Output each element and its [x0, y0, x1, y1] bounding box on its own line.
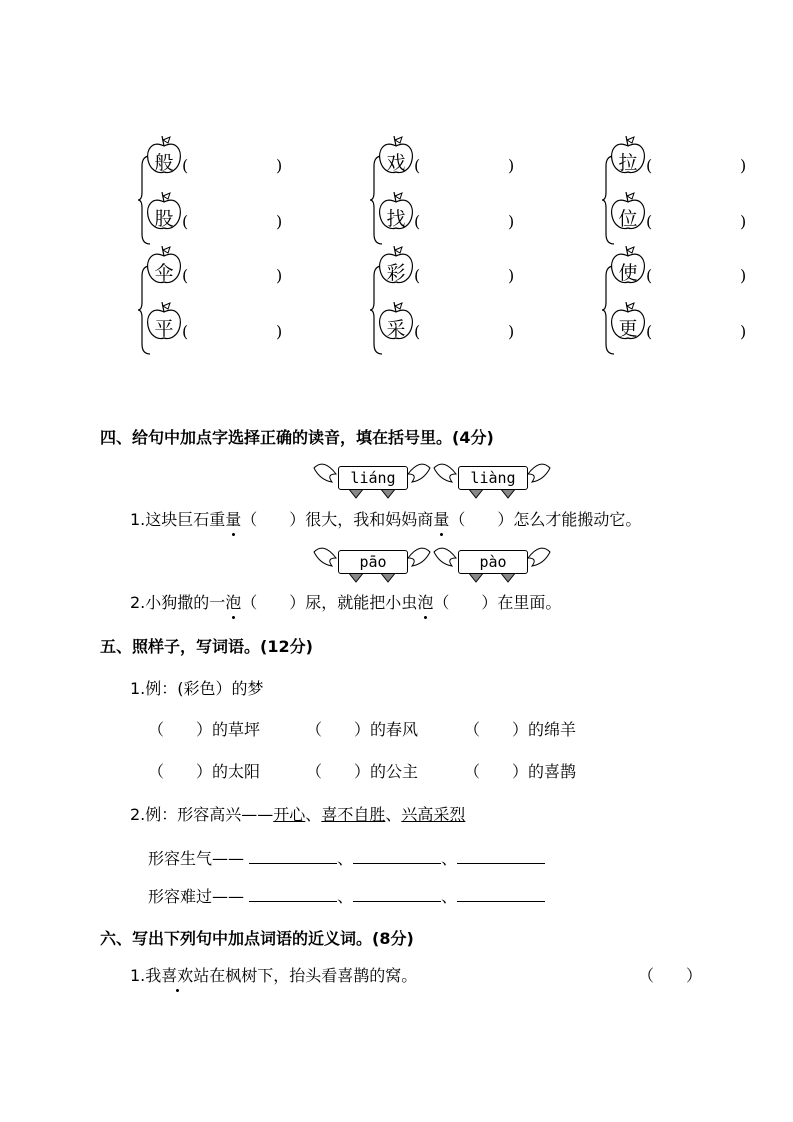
- pinyin-label: liáng: [338, 466, 408, 490]
- paren-close: ): [276, 266, 283, 285]
- paren-close: ): [740, 156, 747, 175]
- character: 彩: [386, 262, 406, 284]
- answer-blank[interactable]: [249, 887, 337, 902]
- question-6-1: 1.我喜欢站在枫树下，抬头看喜鹊的窝。: [130, 963, 417, 986]
- apple-char-top: [610, 136, 646, 176]
- character-pair-group: [146, 246, 386, 356]
- character: 戏: [386, 152, 406, 174]
- paren-open[interactable]: (: [414, 156, 421, 175]
- phrase-blank: （ ）的春风: [306, 720, 419, 739]
- character: 使: [618, 262, 638, 284]
- paren-close: ): [276, 156, 283, 175]
- pinyin-label: pào: [458, 550, 528, 574]
- dotted-char: 泡: [225, 590, 241, 613]
- apple-char-bottom: [610, 192, 646, 232]
- character: 伞: [154, 262, 174, 284]
- dotted-char: 量: [225, 507, 241, 530]
- apple-char-top: [378, 246, 414, 286]
- pinyin-label: liàng: [458, 466, 528, 490]
- answer-blank[interactable]: [457, 887, 545, 902]
- phrase-blank: （ ）的太阳: [148, 762, 261, 781]
- phrase-blank: （ ）的绵羊: [464, 720, 577, 739]
- pinyin-card-pao1: [312, 540, 432, 584]
- paren-close: ): [740, 322, 747, 341]
- answer-blank[interactable]: [457, 849, 545, 864]
- paren-open[interactable]: (: [414, 212, 421, 231]
- dotted-word: 喜欢: [161, 963, 193, 986]
- apple-char-top: [610, 246, 646, 286]
- apple-char-top: [146, 246, 182, 286]
- apple-char-bottom: [378, 192, 414, 232]
- phrase-blank: （ ）的公主: [306, 762, 419, 781]
- dotted-char: 量: [433, 507, 449, 530]
- paren-open[interactable]: (: [646, 322, 653, 341]
- pinyin-card-liang2: [432, 456, 552, 500]
- answer-paren[interactable]: （ ）: [638, 966, 703, 985]
- paren-open[interactable]: (: [646, 266, 653, 285]
- character: 拉: [618, 152, 638, 174]
- section-6-title: 六、写出下列句中加点词语的近义词。(8分): [100, 929, 414, 948]
- paren-close: ): [508, 266, 515, 285]
- example-5-1: 1.例：(彩色）的梦: [130, 679, 264, 698]
- paren-open[interactable]: (: [182, 266, 189, 285]
- dotted-char: 泡: [417, 590, 433, 613]
- paren-close: ): [508, 322, 515, 341]
- question-4-1: 1.这块巨石重量（ ）很大，我和妈妈商量（ ）怎么才能搬动它。: [130, 507, 641, 530]
- phrase-blank: （ ）的草坪: [148, 720, 261, 739]
- character: 平: [154, 318, 174, 340]
- question-4-2: 2.小狗撒的一泡（ ）尿，就能把小虫泡（ ）在里面。: [130, 590, 561, 613]
- apple-char-bottom: [146, 302, 182, 342]
- section-5-title: 五、照样子，写词语。(12分): [100, 637, 313, 656]
- character: 股: [154, 208, 174, 230]
- example-5-2: 2.例：形容高兴——开心、喜不自胜、兴高采烈: [130, 805, 466, 824]
- character-pair-group: [610, 136, 793, 246]
- pinyin-card-liang1: [312, 456, 432, 500]
- phrase-blank: （ ）的喜鹊: [464, 762, 577, 781]
- character: 般: [154, 152, 174, 174]
- example-word: 兴高采烈: [401, 805, 466, 824]
- paren-close: ): [276, 322, 283, 341]
- answer-line-angry: 形容生气—— 、 、: [148, 846, 545, 869]
- character: 找: [386, 208, 406, 230]
- paren-close: ): [276, 212, 283, 231]
- paren-open[interactable]: (: [414, 266, 421, 285]
- answer-blank[interactable]: [353, 849, 441, 864]
- character: 采: [386, 318, 406, 340]
- apple-char-top: [378, 136, 414, 176]
- paren-open[interactable]: (: [646, 156, 653, 175]
- paren-open[interactable]: (: [182, 212, 189, 231]
- pinyin-label: pāo: [338, 550, 408, 574]
- paren-close: ): [508, 156, 515, 175]
- character-pair-group: [378, 136, 618, 246]
- paren-close: ): [740, 212, 747, 231]
- apple-char-bottom: [610, 302, 646, 342]
- paren-open[interactable]: (: [414, 322, 421, 341]
- answer-blank[interactable]: [353, 887, 441, 902]
- answer-line-sad: 形容难过—— 、 、: [148, 884, 545, 907]
- answer-blank[interactable]: [249, 849, 337, 864]
- paren-open[interactable]: (: [182, 322, 189, 341]
- character-pair-group: [146, 136, 386, 246]
- example-word: 喜不自胜: [321, 805, 386, 824]
- character: 位: [618, 208, 638, 230]
- paren-open[interactable]: (: [182, 156, 189, 175]
- section-4-title: 四、给句中加点字选择正确的读音，填在括号里。(4分): [100, 428, 494, 447]
- example-word: 开心: [273, 805, 306, 824]
- paren-close: ): [508, 212, 515, 231]
- apple-char-bottom: [378, 302, 414, 342]
- apple-char-bottom: [146, 192, 182, 232]
- paren-close: ): [740, 266, 747, 285]
- character-pair-group: [378, 246, 618, 356]
- apple-char-top: [146, 136, 182, 176]
- paren-open[interactable]: (: [646, 212, 653, 231]
- character: 更: [618, 318, 638, 340]
- pinyin-card-pao2: [432, 540, 552, 584]
- character-pair-group: [610, 246, 793, 356]
